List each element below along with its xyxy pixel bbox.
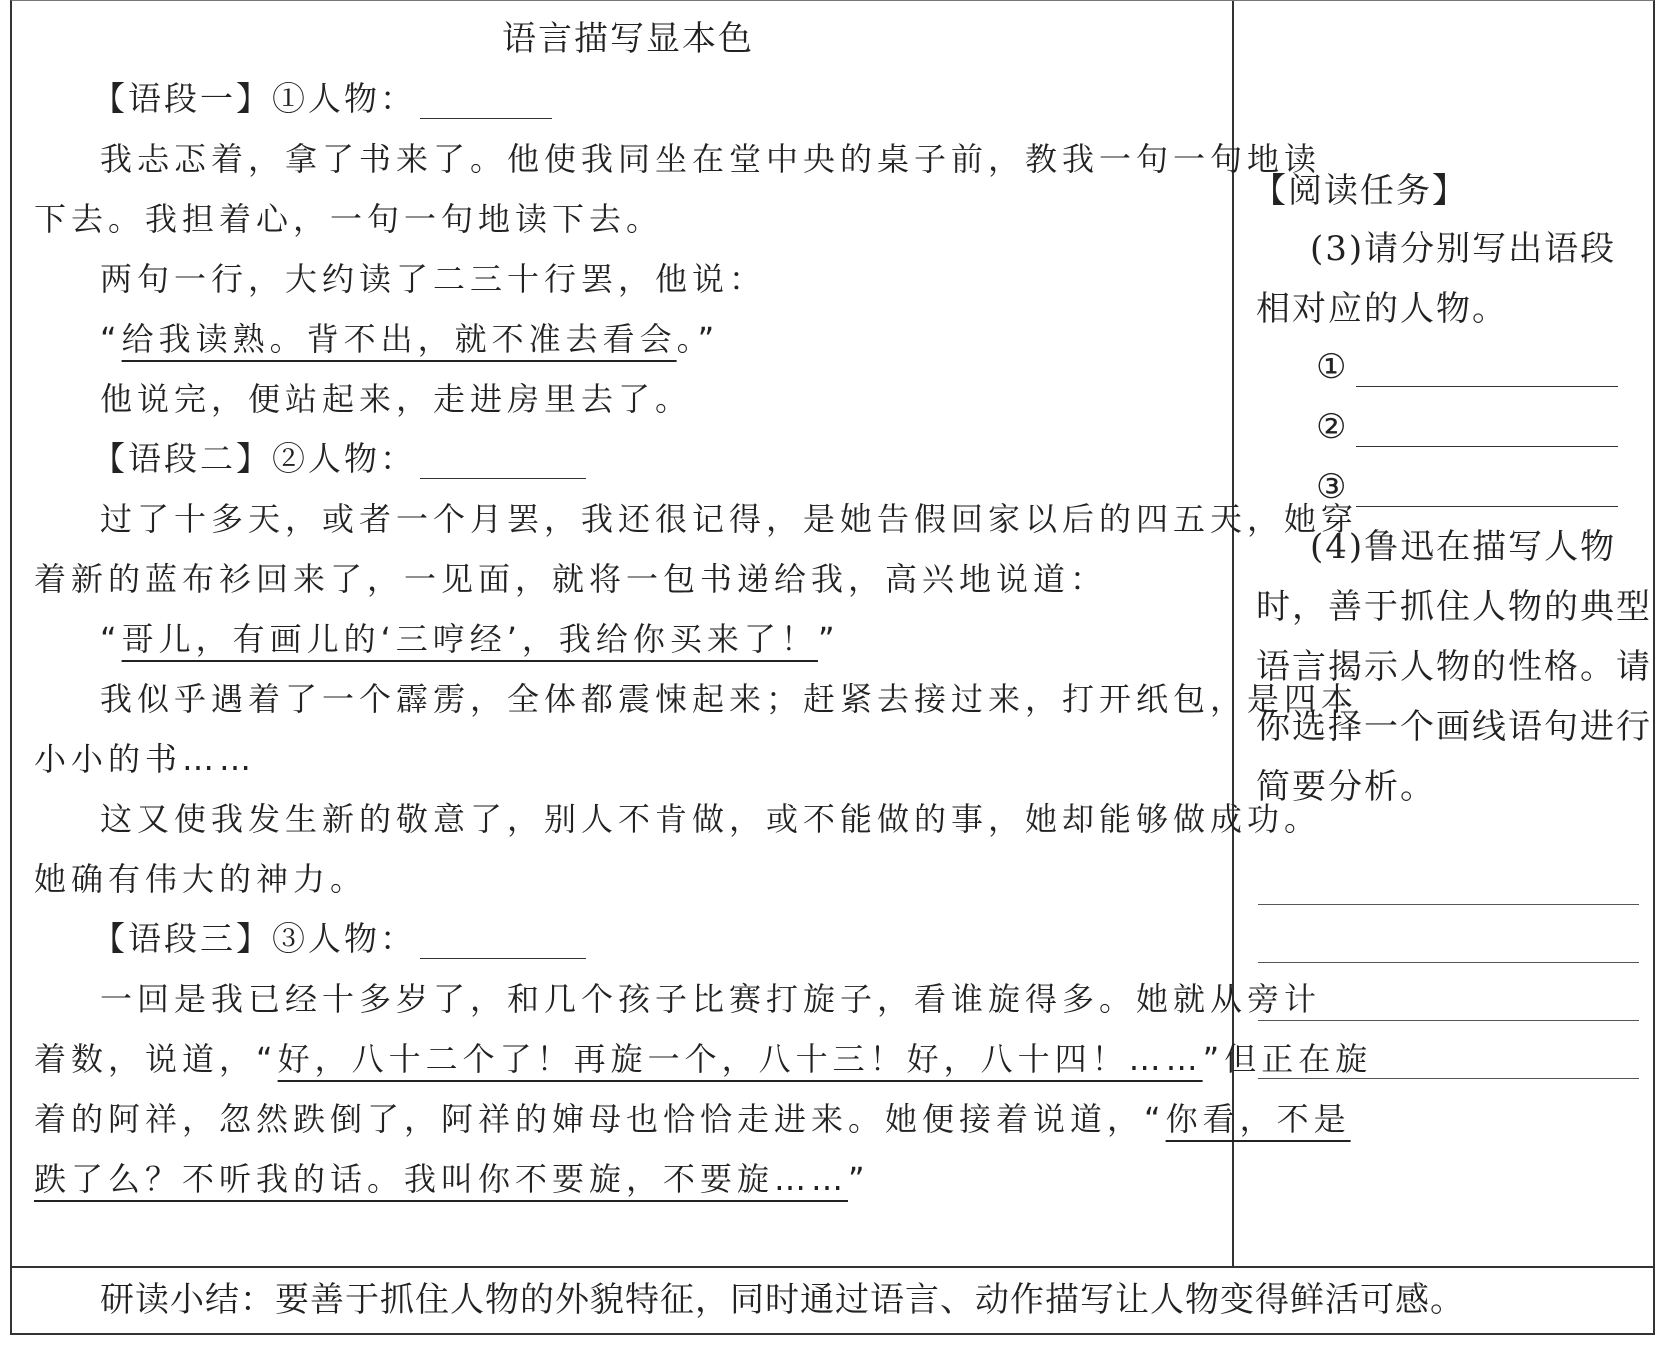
quote-close: 。”: [676, 320, 720, 358]
analysis-line-1[interactable]: [1258, 904, 1639, 905]
question-4-line-5: 简要分析。: [1256, 767, 1436, 807]
underlined-sentence-3c: 跌了么？不听我的话。我叫你不要旋，不要旋……: [34, 1160, 849, 1198]
text: 着的阿祥，忽然跌倒了，阿祥的婶母也恰恰走进来。她便接着说道，“: [34, 1100, 1166, 1138]
underlined-sentence-1: 给我读熟。背不出，就不准去看会: [121, 320, 677, 358]
segment-3-person-blank[interactable]: [420, 926, 586, 959]
analysis-line-2[interactable]: [1258, 962, 1639, 963]
task-heading: 【阅读任务】: [1252, 171, 1468, 211]
seg2-line-1: 过了十多天，或者一个月罢，我还很记得，是她告假回家以后的四五天，她穿: [100, 500, 1359, 538]
answer-blank-1[interactable]: [1356, 354, 1618, 387]
segment-2-person-blank[interactable]: [420, 446, 586, 479]
seg1-line-2: 下去。我担着心，一句一句地读下去。: [34, 200, 664, 238]
analysis-line-3[interactable]: [1258, 1020, 1639, 1021]
text: ”: [848, 1160, 870, 1198]
reading-task-column: [1234, 1, 1653, 1266]
question-3-line-2: 相对应的人物。: [1256, 289, 1508, 329]
study-summary-row: [12, 1266, 1653, 1333]
underlined-sentence-2: 哥儿，有画儿的‘三哼经’，我给你买来了！: [121, 620, 818, 658]
answer-number-1: ①: [1316, 347, 1349, 387]
question-3-line-1: (3)请分别写出语段: [1310, 229, 1617, 269]
study-summary: 研读小结：要善于抓住人物的外貌特征，同时通过语言、动作描写让人物变得鲜活可感。: [100, 1280, 1465, 1320]
seg3-line-1: 一回是我已经十多岁了，和几个孩子比赛打旋子，看谁旋得多。她就从旁计: [100, 980, 1322, 1018]
seg2-line-2: 着新的蓝布衫回来了，一见面，就将一包书递给我，高兴地说道：: [34, 560, 1108, 598]
analysis-line-4[interactable]: [1258, 1078, 1639, 1079]
question-4-line-1: (4)鲁迅在描写人物: [1310, 527, 1617, 567]
segment-1-person-blank[interactable]: [420, 86, 552, 119]
segment-2-label: 【语段二】②人物：: [92, 439, 416, 478]
segment-3-heading: [92, 919, 586, 959]
answer-row-3: [1316, 467, 1618, 507]
question-4-line-2: 时，善于抓住人物的典型: [1256, 587, 1652, 627]
seg2-quote: [100, 619, 840, 659]
seg1-line-1: 我忐忑着，拿了书来了。他使我同坐在堂中央的桌子前，教我一句一句地读: [100, 140, 1322, 178]
answer-number-2: ②: [1316, 407, 1349, 447]
underlined-sentence-3a: 好，八十二个了！再旋一个，八十三！好，八十四！……: [277, 1040, 1203, 1078]
answer-number-3: ③: [1316, 467, 1349, 507]
quote-open: “: [100, 620, 122, 658]
answer-row-2: [1316, 407, 1618, 447]
text: 着数，说道，“: [34, 1040, 278, 1078]
segment-2-heading: [92, 439, 586, 479]
seg2-line-5: 小小的书……: [34, 740, 257, 778]
question-4-line-4: 你选择一个画线语句进行: [1256, 707, 1652, 747]
answer-blank-2[interactable]: [1356, 414, 1618, 447]
question-4-line-3: 语言揭示人物的性格。请: [1256, 647, 1652, 687]
seg2-line-6: 这又使我发生新的敬意了，别人不肯做，或不能做的事，她却能够做成功。: [100, 800, 1322, 838]
seg3-line-4: [34, 1159, 870, 1199]
segment-1-heading: [92, 79, 552, 119]
worksheet: [10, 0, 1655, 1335]
seg2-line-4: 我似乎遇着了一个霹雳，全体都震悚起来；赶紧去接过来，打开纸包，是四本: [100, 680, 1359, 718]
underlined-sentence-3b: 你看，不是: [1165, 1100, 1351, 1138]
seg2-line-7: 她确有伟大的神力。: [34, 860, 368, 898]
seg1-line-3: 两句一行，大约读了二三十行罢，他说：: [100, 260, 767, 298]
answer-row-1: [1316, 347, 1618, 387]
segment-1-label: 【语段一】①人物：: [92, 79, 416, 118]
seg3-line-3: [34, 1099, 1351, 1139]
seg1-line-5: 他说完，便站起来，走进房里去了。: [100, 380, 693, 418]
answer-blank-3[interactable]: [1356, 474, 1618, 507]
seg1-quote: [100, 319, 719, 359]
page-title: 语言描写显本色: [502, 19, 754, 59]
text: ”但正在旋: [1202, 1040, 1373, 1078]
quote-open: “: [100, 320, 122, 358]
segment-3-label: 【语段三】③人物：: [92, 919, 416, 958]
quote-close: ”: [817, 620, 840, 658]
seg3-line-2: [34, 1039, 1372, 1079]
